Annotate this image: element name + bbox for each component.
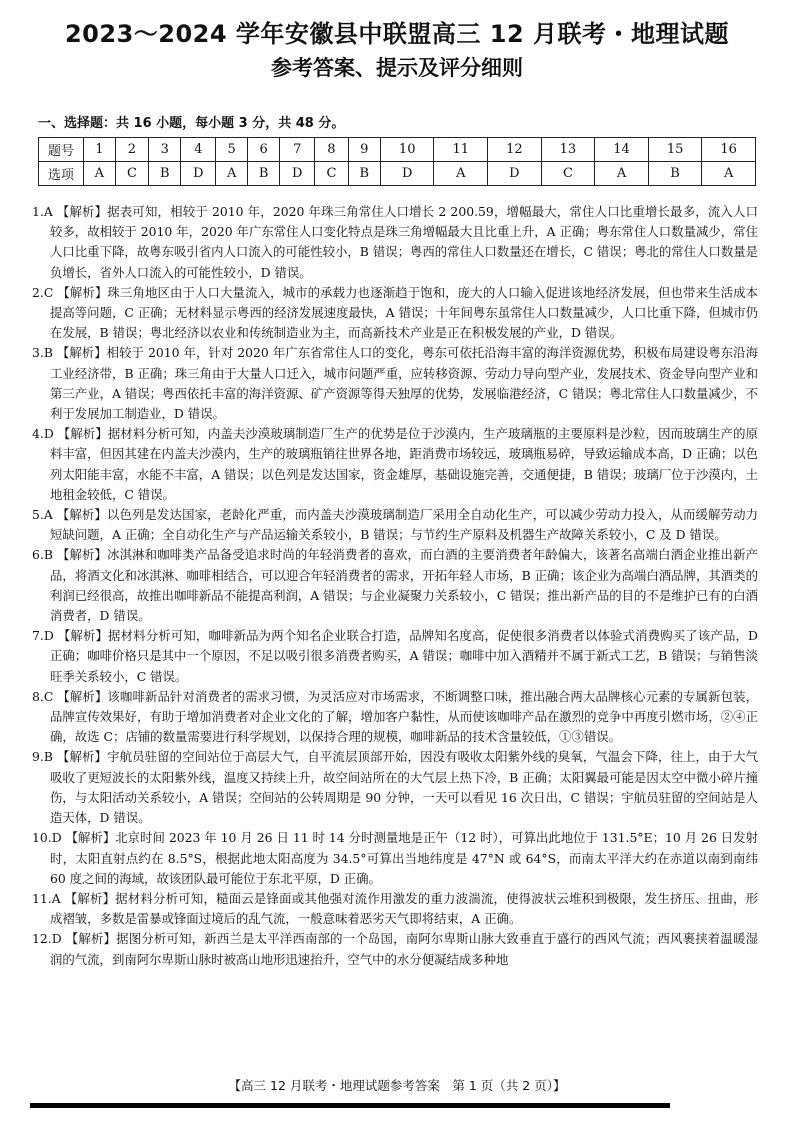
page-title: 2023～2024 学年安徽县中联盟高三 12 月联考・地理试题 [64, 20, 730, 48]
explanation-item: 6.B 【解析】冰淇淋和咖啡类产品备受追求时尚的年轻消费者的喜欢，而白酒的主要消费者年龄偏大，该著名高端白酒企业推出新产品，将酒文化和冰淇淋、咖啡相结合，可以迎合年轻消费者的需求，开拓年轻人市场，B 正确；该企业为高端白酒品牌，其酒类的利润已经很高，故推出咖啡新品不能提高利润，A 错误；与企业凝聚力关系较小，C 错误；推出新产品的目的不是维护已有的白酒消费者，D 错误。 [32, 547, 758, 624]
row-label: 题号 [39, 138, 84, 162]
question-number: 11 [434, 138, 488, 162]
explanation-item: 9.B 【解析】宇航员驻留的空间站位于高层大气，自平流层顶部开始，因没有吸收太阳紫外线的臭氧，气温会下降，往上，由于大气吸收了更短波长的太阳紫外线，温度又持续上升，故空间站所在的大气层上热下冷，B 正确；太阳翼最可能是因太空中微小碎片撞伤，与太阳活动关系较小，A 错误；空间站的公转周期是 90 分钟，一天可以看见 16 次日出，C 错误；宇航员驻留的空间站是人造天体，D 错误。 [32, 749, 758, 826]
question-number: 6 [248, 138, 280, 162]
explanation-item: 12.D 【解析】据图分析可知，新西兰是太平洋西南部的一个岛国，南阿尔卑斯山脉大致垂直于盛行的西风气流；西风裹挟着温暖湿润的气流，到南阿尔卑斯山脉时被高山地形迅速抬升，空气中的水分便凝结成多种地 [32, 931, 758, 967]
question-number: 15 [648, 138, 702, 162]
answer-cell: A [216, 162, 248, 186]
answer-cell: A [84, 162, 116, 186]
answer-cell: C [541, 162, 595, 186]
answer-cell: C [315, 162, 348, 186]
question-number: 2 [115, 138, 148, 162]
page-subtitle: 参考答案、提示及评分细则 [271, 56, 523, 80]
answer-cell: D [181, 162, 216, 186]
answer-cell: B [149, 162, 181, 186]
question-number: 12 [488, 138, 542, 162]
question-number: 16 [702, 138, 756, 162]
answer-row [39, 162, 756, 186]
page-footer: 【高三 12 月联考・地理试题参考答案 第 1 页（共 2 页）】 [228, 1078, 566, 1093]
answer-cell: A [434, 162, 488, 186]
answer-table [38, 137, 756, 186]
question-number: 9 [348, 138, 380, 162]
question-number: 5 [216, 138, 248, 162]
explanation-item: 8.C 【解析】该咖啡新品针对消费者的需求习惯，为灵活应对市场需求，不断调整口味，推出融合两大品牌核心元素的专属新包装，品牌宣传效果好，有助于增加消费者对企业文化的了解，增加客户黏性，从而使该咖啡产品在激烈的竞争中再度引燃市场，②④正确，故选 C；店铺的数量需要进行科学规划，以保持合理的规模，咖啡新品的技术含量较低，①③错误。 [32, 688, 758, 745]
question-number: 3 [149, 138, 181, 162]
question-number: 7 [280, 138, 315, 162]
answer-cell: B [648, 162, 702, 186]
explanations [32, 202, 758, 970]
answer-cell: A [595, 162, 649, 186]
answer-cell: B [348, 162, 380, 186]
explanation-item: 7.D 【解析】据材料分析可知，咖啡新品为两个知名企业联合打造，品牌知名度高，促使很多消费者以体验式消费购买了该产品，D 正确；咖啡价格只是其中一个原因，不足以吸引很多消费者购买，A 错误；咖啡中加入酒精并不属于新式工艺，B 错误；与销售淡旺季关系较小，C 错误。 [32, 628, 758, 684]
explanation-item: 4.D 【解析】据材料分析可知，内盖夫沙漠玻璃制造厂生产的优势是位于沙漠内，生产玻璃瓶的主要原料是沙粒，因而玻璃生产的原料丰富，但因其建在内盖夫沙漠内，生产的玻璃瓶销往世界各地，距消费市场较远，玻璃瓶易碎，导致运输成本高，D 正确；以色列太阳能丰富，水能不丰富，A 错误；以色列是发达国家，资金雄厚，基础设施完善，交通便捷，B 错误；玻璃厂位于沙漠内，土地租金较低，C 错误。 [32, 426, 758, 502]
footer-bar [30, 1103, 670, 1108]
answer-cell: A [702, 162, 756, 186]
explanation-item: 11.A 【解析】据材料分析可知，糙面云是锋面或其他强对流作用激发的重力波湍流，使得波状云堆积到极限，发生挤压、扭曲，形成褶皱，多数是雷暴或锋面过境后的乱气流，一般意味着恶劣天气即将结束，A 正确。 [32, 890, 758, 927]
answer-cell: C [115, 162, 148, 186]
answer-cell: B [248, 162, 280, 186]
row-label: 选项 [39, 162, 84, 186]
answer-cell: D [380, 162, 434, 186]
question-number: 8 [315, 138, 348, 162]
explanation-item: 1.A 【解析】据表可知，相较于 2010 年，2020 年珠三角常住人口增长 2 200.59，增幅最大，常住人口比重增长最多，流入人口较多，故相较于 2010 年，2020 年广东常住人口变化特点是珠三角增幅最大且比重上升，A 正确；粤东常住人口数量减少，常住人口比重下降，故粤东吸引省内人口流入的可能性较小，B 错误；粤西的常住人口数量还在增长，C 错误；粤北的常住人口数量是负增长，省外人口流入的可能性较小，D 错误。 [32, 204, 758, 280]
question-number: 14 [595, 138, 649, 162]
section-heading: 一、选择题：共 16 小题，每小题 3 分，共 48 分。 [38, 116, 345, 131]
explanation-item: 3.B 【解析】相较于 2010 年，针对 2020 年广东省常住人口的变化，粤东可依托沿海丰富的海洋资源优势，积极布局建设粤东沿海工业经济带，B 正确；珠三角由于大量人口迁入，城市问题严重，应转移资源、劳动力导向型产业，发展技术、资金导向型产业和第三产业，A 错误；粤西依托丰富的海洋资源、矿产资源等得天独厚的优势，发展临港经济，C 错误；粤北常住人口数量减少，不利于发展加工制造业，D 错误。 [32, 345, 758, 422]
explanation-item: 5.A 【解析】以色列是发达国家，老龄化严重，而内盖夫沙漠玻璃制造厂采用全自动化生产，可以减少劳动力投入，从而缓解劳动力短缺问题，A 正确；全自动化生产与产品运输关系较小，B 错误；与节约生产原料及机器生产故障关系较小，C 及 D 错误。 [32, 507, 758, 543]
explanation-item: 10.D 【解析】北京时间 2023 年 10 月 26 日 11 时 14 分时测量地是正午（12 时），可算出此地位于 131.5°E；10 月 26 日发射时，太阳直射点约在 8.5°S，根据此地太阳高度为 34.5°可算出当地纬度是 47°N 或 64°S，而南太平洋大约在赤道以南到南纬 60 度之间的海域，故该团队最可能位于东北平原，D 正确。 [32, 830, 758, 886]
number-row [39, 138, 756, 162]
answer-cell: D [280, 162, 315, 186]
question-number: 4 [181, 138, 216, 162]
question-number: 10 [380, 138, 434, 162]
answer-cell: D [488, 162, 542, 186]
question-number: 13 [541, 138, 595, 162]
explanation-item: 2.C 【解析】珠三角地区由于人口大量流入，城市的承载力也逐渐趋于饱和，庞大的人口输入促进该地经济发展，但也带来生活成本提高等问题，C 正确；无材料显示粤西的经济发展速度最快，A 错误；十年间粤东虽常住人口数量减少，人口比重下降，但城市仍在发展，B 错误；粤北经济以农业和传统制造业为主，而高新技术产业是正在积极发展的产业，D 错误。 [32, 284, 758, 341]
question-number: 1 [84, 138, 116, 162]
